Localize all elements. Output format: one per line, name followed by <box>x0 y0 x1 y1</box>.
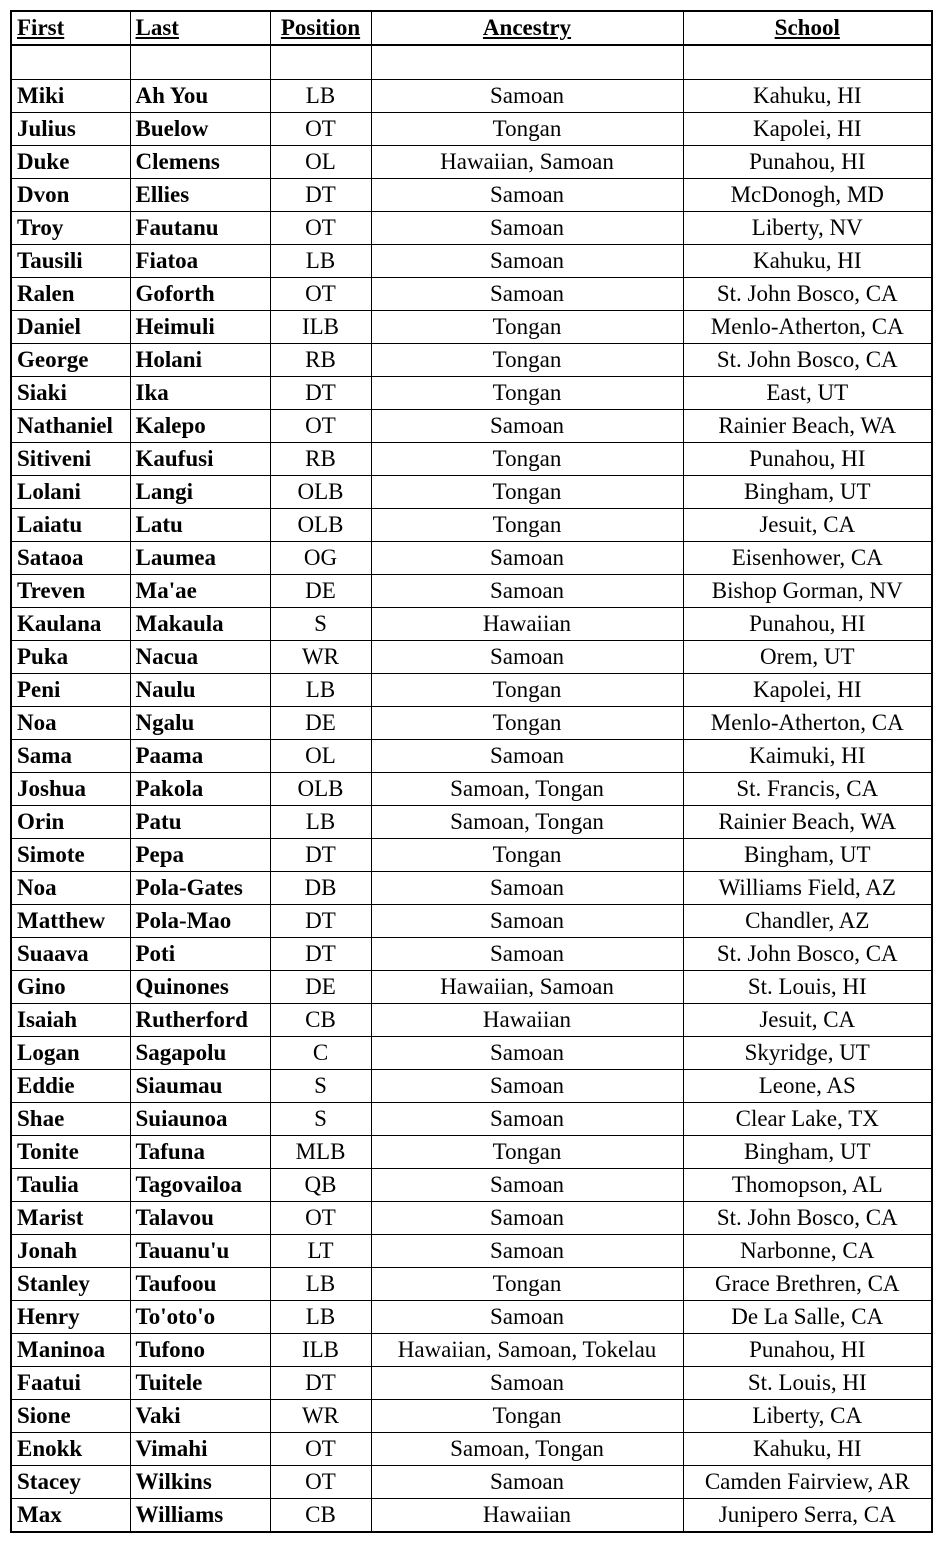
ancestry-cell: Samoan <box>371 211 683 244</box>
position-cell: LB <box>270 673 371 706</box>
school-cell: St. John Bosco, CA <box>683 937 932 970</box>
table-row <box>11 1465 932 1498</box>
ancestry-cell: Tongan <box>371 1135 683 1168</box>
ancestry-cell: Samoan <box>371 178 683 211</box>
school-cell: Orem, UT <box>683 640 932 673</box>
first-name-cell: Simote <box>11 838 130 871</box>
table-row <box>11 343 932 376</box>
first-name-cell: Shae <box>11 1102 130 1135</box>
first-name-cell: Isaiah <box>11 1003 130 1036</box>
ancestry-cell: Tongan <box>371 838 683 871</box>
last-name-cell: Ma'ae <box>130 574 270 607</box>
last-name-cell: Pola-Gates <box>130 871 270 904</box>
position-cell: CB <box>270 1003 371 1036</box>
ancestry-cell: Samoan <box>371 739 683 772</box>
table-row <box>11 1333 932 1366</box>
table-row <box>11 1366 932 1399</box>
school-cell: Bingham, UT <box>683 475 932 508</box>
table-row <box>11 1036 932 1069</box>
table-row <box>11 574 932 607</box>
first-name-cell: Siaki <box>11 376 130 409</box>
first-name-cell: Taulia <box>11 1168 130 1201</box>
ancestry-cell: Hawaiian <box>371 1498 683 1532</box>
position-cell: OL <box>270 145 371 178</box>
first-name-cell: Troy <box>11 211 130 244</box>
first-name-cell: Max <box>11 1498 130 1532</box>
school-cell: Jesuit, CA <box>683 508 932 541</box>
table-row <box>11 442 932 475</box>
position-cell: OT <box>270 1201 371 1234</box>
position-cell: LT <box>270 1234 371 1267</box>
position-cell: RB <box>270 442 371 475</box>
school-cell: Camden Fairview, AR <box>683 1465 932 1498</box>
first-name-cell: Orin <box>11 805 130 838</box>
school-cell: Kahuku, HI <box>683 1432 932 1465</box>
first-name-cell: Duke <box>11 145 130 178</box>
first-name-cell: Tausili <box>11 244 130 277</box>
school-cell: Thomopson, AL <box>683 1168 932 1201</box>
ancestry-cell: Samoan <box>371 1465 683 1498</box>
school-cell: Menlo-Atherton, CA <box>683 310 932 343</box>
first-name-cell: Kaulana <box>11 607 130 640</box>
position-cell: RB <box>270 343 371 376</box>
school-cell: Kahuku, HI <box>683 79 932 112</box>
position-cell: CB <box>270 1498 371 1532</box>
last-name-cell: Heimuli <box>130 310 270 343</box>
first-name-cell: Logan <box>11 1036 130 1069</box>
position-cell: OT <box>270 1465 371 1498</box>
position-cell: DE <box>270 706 371 739</box>
ancestry-cell: Hawaiian <box>371 607 683 640</box>
school-cell: St. John Bosco, CA <box>683 1201 932 1234</box>
ancestry-cell: Samoan, Tongan <box>371 1432 683 1465</box>
position-cell: ILB <box>270 1333 371 1366</box>
ancestry-cell: Samoan <box>371 541 683 574</box>
last-name-cell: Paama <box>130 739 270 772</box>
position-cell: WR <box>270 1399 371 1432</box>
school-cell: Junipero Serra, CA <box>683 1498 932 1532</box>
position-cell: MLB <box>270 1135 371 1168</box>
position-cell: OT <box>270 1432 371 1465</box>
table-row <box>11 1399 932 1432</box>
last-name-cell: Naulu <box>130 673 270 706</box>
last-name-cell: Williams <box>130 1498 270 1532</box>
ancestry-cell: Tongan <box>371 376 683 409</box>
last-name-cell: Tagovailoa <box>130 1168 270 1201</box>
ancestry-cell: Samoan <box>371 1069 683 1102</box>
position-cell: OT <box>270 211 371 244</box>
ancestry-cell: Samoan, Tongan <box>371 772 683 805</box>
last-name-cell: Kalepo <box>130 409 270 442</box>
first-name-cell: Enokk <box>11 1432 130 1465</box>
position-cell: DT <box>270 904 371 937</box>
last-name-cell: Nacua <box>130 640 270 673</box>
ancestry-cell: Tongan <box>371 475 683 508</box>
last-name-cell: Tuitele <box>130 1366 270 1399</box>
ancestry-cell: Samoan <box>371 640 683 673</box>
last-name-cell: Ah You <box>130 79 270 112</box>
table-row <box>11 475 932 508</box>
position-cell: OT <box>270 112 371 145</box>
position-cell: DT <box>270 838 371 871</box>
table-row <box>11 739 932 772</box>
last-name-cell: Pakola <box>130 772 270 805</box>
school-cell: McDonogh, MD <box>683 178 932 211</box>
last-name-cell: Wilkins <box>130 1465 270 1498</box>
school-cell: Skyridge, UT <box>683 1036 932 1069</box>
position-cell: LB <box>270 79 371 112</box>
table-row <box>11 112 932 145</box>
ancestry-cell: Tongan <box>371 112 683 145</box>
last-name-cell: Latu <box>130 508 270 541</box>
table-row <box>11 673 932 706</box>
first-name-cell: Puka <box>11 640 130 673</box>
school-cell: Leone, AS <box>683 1069 932 1102</box>
ancestry-cell: Samoan <box>371 871 683 904</box>
first-name-cell: Suaava <box>11 937 130 970</box>
header-first: First <box>11 11 130 45</box>
school-cell: Punahou, HI <box>683 145 932 178</box>
table-row <box>11 79 932 112</box>
table-row <box>11 970 932 1003</box>
first-name-cell: Gino <box>11 970 130 1003</box>
last-name-cell: Laumea <box>130 541 270 574</box>
first-name-cell: Tonite <box>11 1135 130 1168</box>
school-cell: Clear Lake, TX <box>683 1102 932 1135</box>
roster-table <box>10 10 933 1533</box>
school-cell: Rainier Beach, WA <box>683 409 932 442</box>
ancestry-cell: Samoan <box>371 409 683 442</box>
school-cell: Bingham, UT <box>683 838 932 871</box>
position-cell: S <box>270 1069 371 1102</box>
ancestry-cell: Tongan <box>371 442 683 475</box>
first-name-cell: Noa <box>11 706 130 739</box>
spacer-cell <box>11 45 130 79</box>
table-row <box>11 277 932 310</box>
position-cell: DT <box>270 1366 371 1399</box>
school-cell: Kahuku, HI <box>683 244 932 277</box>
table-row <box>11 409 932 442</box>
position-cell: OT <box>270 409 371 442</box>
position-cell: ILB <box>270 310 371 343</box>
school-cell: Bingham, UT <box>683 1135 932 1168</box>
last-name-cell: Pepa <box>130 838 270 871</box>
table-row <box>11 376 932 409</box>
spacer-row <box>11 45 932 79</box>
school-cell: St. Louis, HI <box>683 970 932 1003</box>
position-cell: OLB <box>270 508 371 541</box>
table-row <box>11 1168 932 1201</box>
ancestry-cell: Hawaiian, Samoan <box>371 145 683 178</box>
first-name-cell: Stanley <box>11 1267 130 1300</box>
first-name-cell: Julius <box>11 112 130 145</box>
last-name-cell: Fiatoa <box>130 244 270 277</box>
table-row <box>11 508 932 541</box>
school-cell: Kapolei, HI <box>683 112 932 145</box>
position-cell: OLB <box>270 772 371 805</box>
position-cell: DE <box>270 970 371 1003</box>
last-name-cell: Tufono <box>130 1333 270 1366</box>
first-name-cell: Sione <box>11 1399 130 1432</box>
school-cell: Rainier Beach, WA <box>683 805 932 838</box>
ancestry-cell: Samoan <box>371 1366 683 1399</box>
school-cell: Kaimuki, HI <box>683 739 932 772</box>
last-name-cell: Talavou <box>130 1201 270 1234</box>
last-name-cell: Kaufusi <box>130 442 270 475</box>
table-row <box>11 1135 932 1168</box>
first-name-cell: Ralen <box>11 277 130 310</box>
header-school: School <box>683 11 932 45</box>
last-name-cell: Tafuna <box>130 1135 270 1168</box>
school-cell: Punahou, HI <box>683 442 932 475</box>
last-name-cell: Makaula <box>130 607 270 640</box>
header-last: Last <box>130 11 270 45</box>
first-name-cell: Daniel <box>11 310 130 343</box>
last-name-cell: Taufoou <box>130 1267 270 1300</box>
first-name-cell: Faatui <box>11 1366 130 1399</box>
first-name-cell: Lolani <box>11 475 130 508</box>
table-row <box>11 772 932 805</box>
table-row <box>11 310 932 343</box>
last-name-cell: Langi <box>130 475 270 508</box>
table-row <box>11 805 932 838</box>
position-cell: LB <box>270 1300 371 1333</box>
ancestry-cell: Tongan <box>371 673 683 706</box>
last-name-cell: Quinones <box>130 970 270 1003</box>
table-row <box>11 1003 932 1036</box>
last-name-cell: Patu <box>130 805 270 838</box>
table-row <box>11 1234 932 1267</box>
school-cell: St. Francis, CA <box>683 772 932 805</box>
last-name-cell: Suiaunoa <box>130 1102 270 1135</box>
ancestry-cell: Tongan <box>371 343 683 376</box>
last-name-cell: Siaumau <box>130 1069 270 1102</box>
first-name-cell: Noa <box>11 871 130 904</box>
table-row <box>11 1201 932 1234</box>
position-cell: DT <box>270 178 371 211</box>
last-name-cell: Ika <box>130 376 270 409</box>
last-name-cell: Ellies <box>130 178 270 211</box>
position-cell: LB <box>270 805 371 838</box>
last-name-cell: Buelow <box>130 112 270 145</box>
roster-body <box>11 45 932 1532</box>
ancestry-cell: Samoan <box>371 904 683 937</box>
last-name-cell: Ngalu <box>130 706 270 739</box>
spacer-cell <box>270 45 371 79</box>
school-cell: Eisenhower, CA <box>683 541 932 574</box>
position-cell: LB <box>270 1267 371 1300</box>
first-name-cell: Dvon <box>11 178 130 211</box>
first-name-cell: Treven <box>11 574 130 607</box>
table-row <box>11 1432 932 1465</box>
school-cell: Liberty, CA <box>683 1399 932 1432</box>
school-cell: Grace Brethren, CA <box>683 1267 932 1300</box>
school-cell: Punahou, HI <box>683 1333 932 1366</box>
ancestry-cell: Samoan <box>371 244 683 277</box>
position-cell: DT <box>270 937 371 970</box>
school-cell: Liberty, NV <box>683 211 932 244</box>
first-name-cell: Nathaniel <box>11 409 130 442</box>
ancestry-cell: Hawaiian <box>371 1003 683 1036</box>
ancestry-cell: Tongan <box>371 310 683 343</box>
table-row <box>11 178 932 211</box>
position-cell: OLB <box>270 475 371 508</box>
table-row <box>11 607 932 640</box>
school-cell: Menlo-Atherton, CA <box>683 706 932 739</box>
table-row <box>11 706 932 739</box>
first-name-cell: Sataoa <box>11 541 130 574</box>
ancestry-cell: Samoan <box>371 1036 683 1069</box>
table-row <box>11 640 932 673</box>
school-cell: Punahou, HI <box>683 607 932 640</box>
last-name-cell: Goforth <box>130 277 270 310</box>
table-row <box>11 541 932 574</box>
school-cell: St. John Bosco, CA <box>683 343 932 376</box>
first-name-cell: Marist <box>11 1201 130 1234</box>
position-cell: S <box>270 1102 371 1135</box>
first-name-cell: Henry <box>11 1300 130 1333</box>
first-name-cell: Sitiveni <box>11 442 130 475</box>
school-cell: Jesuit, CA <box>683 1003 932 1036</box>
position-cell: LB <box>270 244 371 277</box>
ancestry-cell: Samoan, Tongan <box>371 805 683 838</box>
header-position: Position <box>270 11 371 45</box>
position-cell: OL <box>270 739 371 772</box>
first-name-cell: Jonah <box>11 1234 130 1267</box>
position-cell: WR <box>270 640 371 673</box>
position-cell: OT <box>270 277 371 310</box>
school-cell: Williams Field, AZ <box>683 871 932 904</box>
ancestry-cell: Samoan <box>371 1102 683 1135</box>
ancestry-cell: Samoan <box>371 937 683 970</box>
ancestry-cell: Hawaiian, Samoan, Tokelau <box>371 1333 683 1366</box>
position-cell: C <box>270 1036 371 1069</box>
ancestry-cell: Samoan <box>371 1300 683 1333</box>
table-row <box>11 1069 932 1102</box>
school-cell: St. Louis, HI <box>683 1366 932 1399</box>
school-cell: East, UT <box>683 376 932 409</box>
position-cell: DE <box>270 574 371 607</box>
school-cell: St. John Bosco, CA <box>683 277 932 310</box>
school-cell: Bishop Gorman, NV <box>683 574 932 607</box>
first-name-cell: Peni <box>11 673 130 706</box>
first-name-cell: George <box>11 343 130 376</box>
school-cell: Chandler, AZ <box>683 904 932 937</box>
table-row <box>11 904 932 937</box>
first-name-cell: Stacey <box>11 1465 130 1498</box>
table-row <box>11 145 932 178</box>
table-row <box>11 1102 932 1135</box>
table-row <box>11 1300 932 1333</box>
ancestry-cell: Samoan <box>371 79 683 112</box>
first-name-cell: Eddie <box>11 1069 130 1102</box>
table-row <box>11 211 932 244</box>
table-row <box>11 937 932 970</box>
table-row <box>11 871 932 904</box>
position-cell: DT <box>270 376 371 409</box>
table-row <box>11 1267 932 1300</box>
table-row <box>11 1498 932 1532</box>
last-name-cell: Rutherford <box>130 1003 270 1036</box>
ancestry-cell: Tongan <box>371 1399 683 1432</box>
school-cell: Narbonne, CA <box>683 1234 932 1267</box>
header-ancestry: Ancestry <box>371 11 683 45</box>
first-name-cell: Matthew <box>11 904 130 937</box>
ancestry-cell: Samoan <box>371 1234 683 1267</box>
spacer-cell <box>130 45 270 79</box>
position-cell: S <box>270 607 371 640</box>
ancestry-cell: Samoan <box>371 1168 683 1201</box>
last-name-cell: Pola-Mao <box>130 904 270 937</box>
spacer-cell <box>371 45 683 79</box>
last-name-cell: To'oto'o <box>130 1300 270 1333</box>
last-name-cell: Tauanu'u <box>130 1234 270 1267</box>
first-name-cell: Joshua <box>11 772 130 805</box>
last-name-cell: Fautanu <box>130 211 270 244</box>
first-name-cell: Miki <box>11 79 130 112</box>
first-name-cell: Laiatu <box>11 508 130 541</box>
ancestry-cell: Hawaiian, Samoan <box>371 970 683 1003</box>
school-cell: Kapolei, HI <box>683 673 932 706</box>
first-name-cell: Maninoa <box>11 1333 130 1366</box>
first-name-cell: Sama <box>11 739 130 772</box>
ancestry-cell: Tongan <box>371 1267 683 1300</box>
last-name-cell: Sagapolu <box>130 1036 270 1069</box>
spacer-cell <box>683 45 932 79</box>
ancestry-cell: Samoan <box>371 1201 683 1234</box>
last-name-cell: Vaki <box>130 1399 270 1432</box>
ancestry-cell: Tongan <box>371 706 683 739</box>
position-cell: QB <box>270 1168 371 1201</box>
table-row <box>11 838 932 871</box>
ancestry-cell: Samoan <box>371 277 683 310</box>
last-name-cell: Holani <box>130 343 270 376</box>
position-cell: OG <box>270 541 371 574</box>
school-cell: De La Salle, CA <box>683 1300 932 1333</box>
last-name-cell: Vimahi <box>130 1432 270 1465</box>
table-row <box>11 244 932 277</box>
position-cell: DB <box>270 871 371 904</box>
last-name-cell: Clemens <box>130 145 270 178</box>
last-name-cell: Poti <box>130 937 270 970</box>
header-row <box>11 11 932 45</box>
ancestry-cell: Tongan <box>371 508 683 541</box>
ancestry-cell: Samoan <box>371 574 683 607</box>
